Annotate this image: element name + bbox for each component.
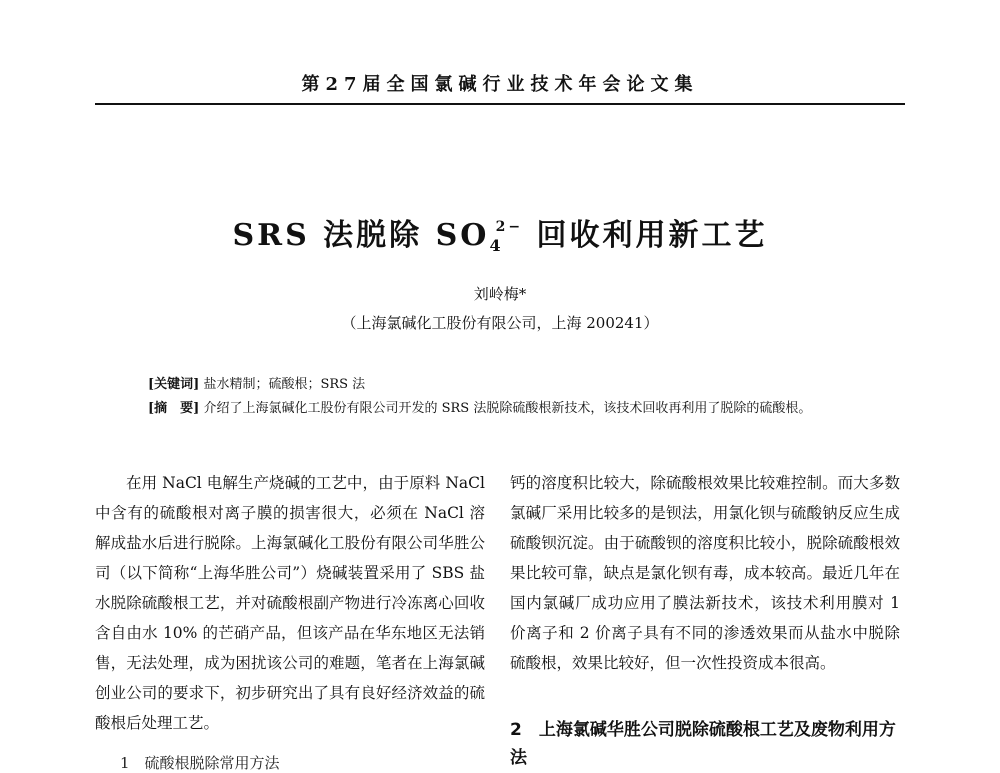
body-paragraph-continued: 钙的溶度积比较大，除硫酸根效果比较难控制。而大多数氯碱厂采用比较多的是钡法，用氯化钡与硫酸钠反应生成硫酸钡沉淀。由于硫酸钡的溶度积比较小，脱除硫酸根效果比较可靠，缺点是氯化钡有毒，成本较高。最近几年在国内氯碱厂成功应用了膜法新技术，该技术利用膜对 1 价离子和 2 价离子具有不同的渗透效果而从盐水中脱除硫酸根，效果比较好，但一次性投资成本很高。	[510, 474, 900, 672]
header-rule	[95, 103, 905, 105]
running-header: 第27届全国氯碱行业技术年会论文集	[301, 74, 699, 95]
body-paragraph: 在用 NaCl 电解生产烧碱的工艺中，由于原料 NaCl 中含有的硫酸根对离子膜的损害很大，必须在 NaCl 溶解成盐水后进行脱除。上海氯碱化工股份有限公司华胜公司（以下简称“上海华胜公司”）烧碱装置采用了 SBS 盐水脱除硫酸根工艺，并对硫酸根副产物进行冷冻离心回收含自由水 10% 的芒硝产品，但该产品在华东地区无法销售，无法处理，成为困扰该公司的难题，笔者在上海氯碱创业公司的要求下，初步研究出了具有良好经济效益的硫酸根后处理工艺。	[95, 474, 485, 732]
cut-off-heading: 1 硫酸根脱除常用方法	[120, 754, 280, 772]
title-prefix: SRS 法脱除	[232, 218, 436, 253]
keywords-text: 盐水精制；硫酸根；SRS 法	[203, 377, 366, 392]
section-heading: 2 上海氯碱华胜公司脱除硫酸根工艺及废物利用方法	[510, 720, 896, 768]
left-column	[95, 468, 485, 738]
author-affiliation: （上海氯碱化工股份有限公司，上海 200241）	[341, 314, 659, 332]
keywords-label: [关键词]	[148, 377, 200, 392]
abstract-label: [摘 要]	[148, 401, 200, 416]
author-name: 刘岭梅*	[473, 285, 527, 303]
keywords	[148, 373, 365, 392]
paper-title	[0, 210, 1000, 255]
abstract	[118, 396, 878, 422]
right-column	[510, 468, 900, 678]
chem-subscript: 4	[489, 236, 504, 255]
chemical-formula	[436, 218, 523, 255]
chem-superscript: 2−	[495, 219, 524, 235]
title-suffix: 回收利用新工艺	[523, 218, 768, 253]
chem-base: SO	[435, 218, 490, 253]
abstract-text: 介绍了上海氯碱化工股份有限公司开发的 SRS 法脱除硫酸根新技术，该技术回收再利用了脱除的硫酸根。	[203, 401, 812, 416]
